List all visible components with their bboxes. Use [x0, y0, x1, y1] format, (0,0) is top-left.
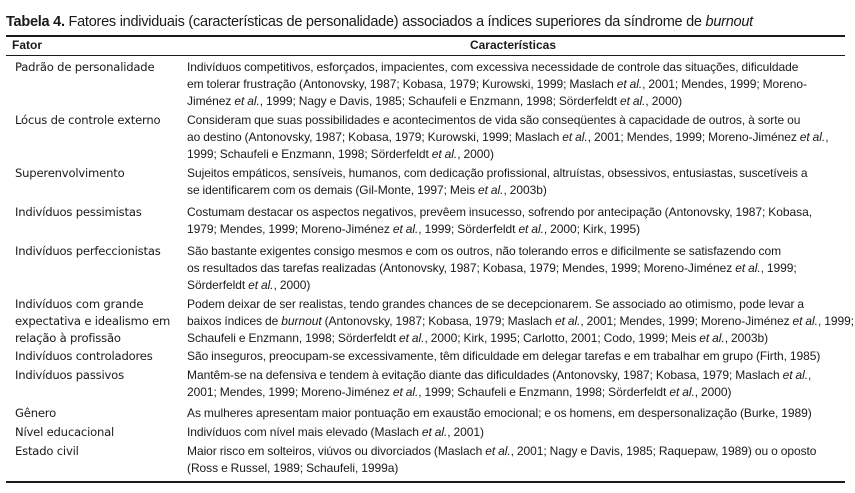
text-segment: As mulheres apresentam maior pontuação em exaustão emocional; e os homens, em despersonalização (Burke, 1989): [187, 406, 812, 420]
italic-segment: et al.: [399, 331, 425, 345]
text-segment: , 2000): [457, 147, 494, 161]
italic-segment: et al.: [699, 331, 725, 345]
text-segment: , 1999; Sörderfeldt: [418, 222, 519, 236]
italic-segment: et al.: [669, 385, 695, 399]
text-line: [187, 260, 847, 277]
table-caption-text: Fatores individuais (características de personalidade) associados a índices superiores da síndrome de: [64, 14, 706, 30]
text-line: [187, 460, 847, 477]
text-segment: , 1999;: [817, 314, 854, 328]
text-segment: Mantêm-se na defensiva e tendem à evitação diante das dificuldades (Antonovsky, 1987; Kobasa, 1979; Maslach: [187, 368, 783, 382]
text-line: [187, 330, 847, 347]
text-segment: , 1999;: [760, 261, 797, 275]
italic-segment: et al.: [562, 130, 588, 144]
italic-segment: et al.: [392, 222, 419, 236]
text-line: [187, 277, 847, 294]
caracteristicas-cell: [187, 296, 854, 347]
fator-cell: Indivíduos perfeccionistas: [15, 244, 161, 258]
text-segment: , 2000): [694, 385, 732, 399]
italic-segment: et al.: [421, 425, 448, 439]
italic-segment: et al.: [554, 314, 581, 328]
italic-segment: et al.: [518, 222, 544, 236]
text-segment: Sörderfeldt: [187, 278, 249, 292]
table-caption: [6, 14, 753, 30]
text-segment: Schaufeli e Enzmann, 1998; Sörderfeldt: [187, 331, 400, 345]
caracteristicas-cell: [187, 424, 847, 441]
caracteristicas-cell: [187, 348, 847, 365]
caracteristicas-cell: [187, 405, 847, 422]
text-line: [187, 443, 847, 460]
caracteristicas-cell: [187, 165, 847, 199]
text-line: [187, 204, 847, 221]
fator-cell: Indivíduos controladores: [15, 349, 153, 363]
text-line: [187, 221, 847, 238]
text-line: [187, 296, 847, 313]
italic-segment: et al.: [248, 278, 274, 292]
table-caption-label: Tabela 4.: [6, 14, 65, 30]
text-segment: se identificarem com os demais (Gil-Monte, 1997; Meis: [187, 183, 479, 197]
italic-segment: et al.: [485, 444, 511, 458]
text-segment: Podem deixar de ser realistas, tendo grandes chances de se decepcionarem. Se associado ao otimismo, pode levar a: [187, 297, 804, 311]
caracteristicas-cell: [187, 443, 847, 477]
fator-cell: Gênero: [15, 406, 57, 420]
text-segment: São bastante exigentes consigo mesmos e com os outros, não tolerando erros e dificilmente se satisfazendo com: [187, 244, 782, 258]
fator-cell: Nível educacional: [15, 425, 115, 439]
text-segment: , 2003b): [724, 331, 769, 345]
caracteristicas-cell: [187, 59, 847, 110]
fator-cell: Indivíduos passivos: [15, 368, 124, 382]
top-rule: [6, 35, 845, 37]
text-segment: , 1999; Schaufeli e Enzmann, 1998; Sörderfeldt: [418, 385, 670, 399]
text-segment: , 1999; Nagy e Davis, 1985; Schaufeli e Enzmann, 1998; Sörderfeldt: [259, 94, 620, 108]
text-segment: Indivíduos com nível mais elevado (Maslach: [187, 425, 422, 439]
text-line: [187, 76, 847, 93]
fator-cell: Superenvolvimento: [15, 166, 125, 180]
italic-segment: et al.: [392, 385, 419, 399]
text-segment: Costumam destacar os aspectos negativos, prevêem insucesso, sofrendo por antecipação (Antonovsky, 1987; Kobasa,: [187, 205, 812, 219]
text-line: [187, 348, 847, 365]
fator-cell: Estado civil: [15, 444, 79, 458]
text-line: [187, 313, 854, 330]
text-segment: Maior risco em solteiros, viúvos ou divorciados (Maslach: [187, 444, 486, 458]
text-segment: , 2003b): [503, 183, 547, 197]
text-segment: ,: [808, 368, 812, 382]
text-line: [187, 112, 847, 129]
text-segment: , 2001; Nagy e Davis, 1985; Raquepaw, 1989) ou o oposto: [510, 444, 817, 458]
text-segment: (Ross e Russel, 1989; Schaufeli, 1999a): [187, 461, 399, 475]
fator-cell: Indivíduos com grande expectativa e idealismo em relação à profissão: [15, 297, 171, 345]
text-segment: Consideram que suas possibilidades e acontecimentos de vida são conseqüentes à capacidade de outros, à sorte ou: [187, 113, 801, 127]
text-segment: , 2001; Mendes, 1999; Moreno-: [642, 77, 807, 91]
text-line: [187, 129, 847, 146]
text-segment: ao destino (Antonovsky, 1987; Kobasa, 1979; Kurowski, 1999; Maslach: [187, 130, 563, 144]
italic-segment: et al.: [234, 94, 260, 108]
italic-segment: et al.: [799, 130, 826, 144]
text-line: [187, 243, 847, 260]
caracteristicas-cell: [187, 112, 847, 163]
header-rule: [6, 55, 845, 56]
text-segment: 2001; Mendes, 1999; Moreno-Jiménez: [187, 385, 393, 399]
caracteristicas-cell: [187, 243, 847, 294]
column-header-fator: Fator: [12, 38, 42, 52]
text-segment: (Antonovsky, 1987; Kobasa, 1979; Maslach: [321, 314, 555, 328]
fator-cell: Indivíduos pessimistas: [15, 205, 142, 219]
italic-segment: et al.: [616, 77, 643, 91]
text-segment: 1979; Mendes, 1999; Moreno-Jiménez: [187, 222, 393, 236]
caracteristicas-cell: [187, 367, 847, 401]
text-segment: Sujeitos empáticos, sensíveis, humanos, com dedicação profissional, altruístas, obsessivos, entusiastas, suscetíveis a: [187, 166, 808, 180]
text-segment: , 2000; Kirk, 1995; Carlotto, 2001; Codo, 1999; Meis: [424, 331, 700, 345]
text-segment: Jiménez: [187, 94, 235, 108]
text-segment: baixos índices de: [187, 314, 282, 328]
text-segment: 1999; Schaufeli e Enzmann, 1998; Sörderfeldt: [187, 147, 432, 161]
italic-segment: et al.: [782, 368, 809, 382]
text-segment: , 2001; Mendes, 1999; Moreno-Jiménez: [580, 314, 793, 328]
text-line: [187, 93, 847, 110]
text-line: [187, 367, 847, 384]
italic-segment: et al.: [735, 261, 761, 275]
text-segment: os resultados das tarefas realizadas (Antonovsky, 1987; Kobasa, 1979; Mendes, 1999; Moreno-Jiménez: [187, 261, 736, 275]
italic-segment: et al.: [431, 147, 458, 161]
text-segment: , 2000): [645, 94, 683, 108]
table-caption-italic: burnout: [705, 14, 753, 30]
text-segment: , 2001): [447, 425, 484, 439]
text-line: [187, 424, 847, 441]
text-line: [187, 165, 847, 182]
text-line: [187, 405, 847, 422]
fator-cell: Lócus de controle externo: [15, 113, 161, 127]
italic-segment: burnout: [281, 314, 322, 328]
text-segment: Indivíduos competitivos, esforçados, impacientes, com excessiva necessidade de controle das situações, dificuldade: [187, 60, 799, 74]
italic-segment: et al.: [620, 94, 646, 108]
text-segment: em tolerar frustração (Antonovsky, 1987; Kobasa, 1979; Kurowski, 1999; Maslach: [187, 77, 617, 91]
caracteristicas-cell: [187, 204, 847, 238]
bottom-rule: [6, 481, 845, 483]
text-line: [187, 384, 847, 401]
text-line: [187, 182, 847, 199]
text-segment: , 2000; Kirk, 1995): [543, 222, 641, 236]
text-line: [187, 59, 847, 76]
text-segment: , 2000): [273, 278, 311, 292]
italic-segment: et al.: [478, 183, 504, 197]
text-segment: ,: [825, 130, 829, 144]
italic-segment: et al.: [792, 314, 818, 328]
fator-cell: Padrão de personalidade: [15, 60, 155, 74]
text-segment: , 2001; Mendes, 1999; Moreno-Jiménez: [587, 130, 800, 144]
text-line: [187, 146, 847, 163]
column-header-caracteristicas: Características: [469, 38, 557, 52]
text-segment: São inseguros, preocupam-se excessivamente, têm dificuldade em delegar tarefas e em trabalhar em grupo (Firth, 1985): [187, 349, 821, 363]
